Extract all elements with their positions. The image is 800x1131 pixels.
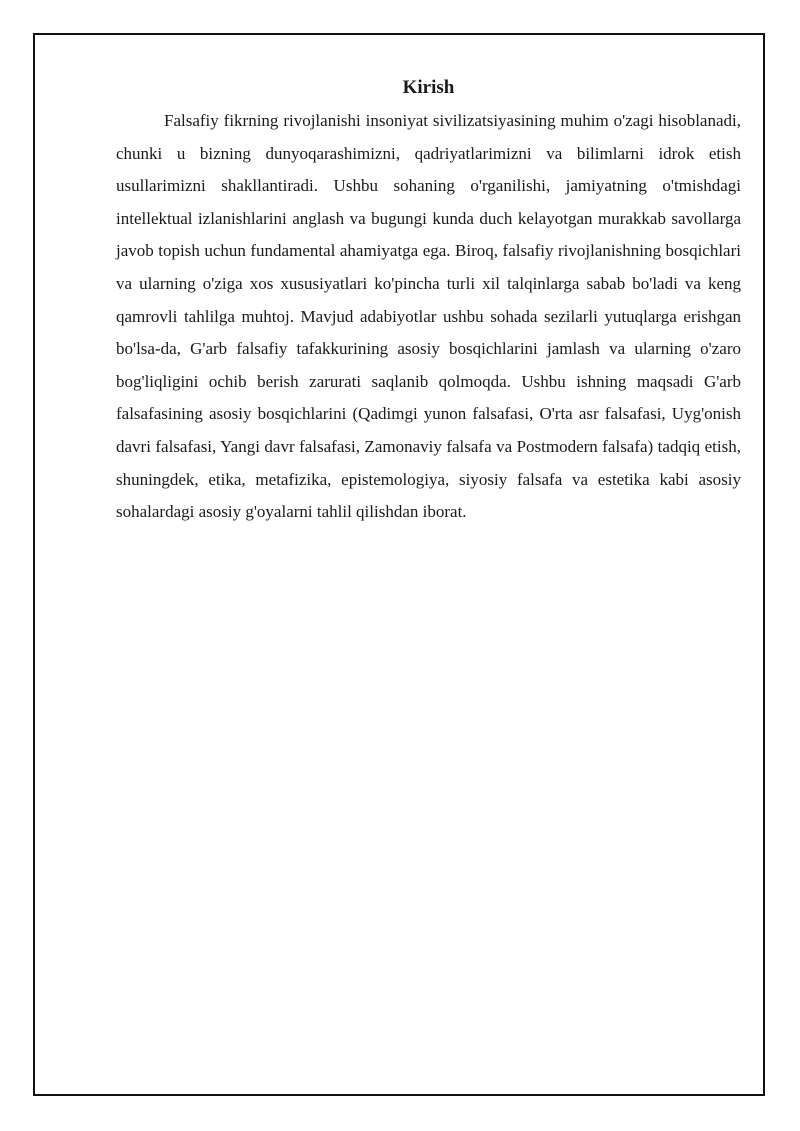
document-body xyxy=(116,74,741,529)
intro-paragraph: Falsafiy fikrning rivojlanishi insoniyat sivilizatsiyasining muhim o'zagi hisoblanadi, chunki u bizning dunyoqarashimizni, qadriyatlarimizni va bilimlarni idrok etish usullarimizni shakllantiradi. Ushbu sohaning o'rganilishi, jamiyatning o'tmishdagi intellektual izlanishlarini anglash va bugungi kunda duch kelayotgan murakkab savollarga javob topish uchun fundamental ahamiyatga ega. Biroq, falsafiy rivojlanishning bosqichlari va ularning o'ziga xos xususiyatlari ko'pincha turli xil talqinlarga sabab bo'ladi va keng qamrovli tahlilga muhtoj. Mavjud adabiyotlar ushbu sohada sezilarli yutuqlarga erishgan bo'lsa-da, G'arb falsafiy tafakkurining asosiy bosqichlarini jamlash va ularning o'zaro bog'liqligini ochib berish zarurati saqlanib qolmoqda. Ushbu ishning maqsadi G'arb falsafasining asosiy bosqichlarini (Qadimgi yunon falsafasi, O'rta asr falsafasi, Uyg'onish davri falsafasi, Yangi davr falsafasi, Zamonaviy falsafa va Postmodern falsafa) tadqiq etish, shuningdek, etika, metafizika, epistemologiya, siyosiy falsafa va estetika kabi asosiy sohalardagi asosiy g'oyalarni tahlil qilishdan iborat. xyxy=(116,111,741,522)
page-title: Kirish xyxy=(402,77,455,98)
